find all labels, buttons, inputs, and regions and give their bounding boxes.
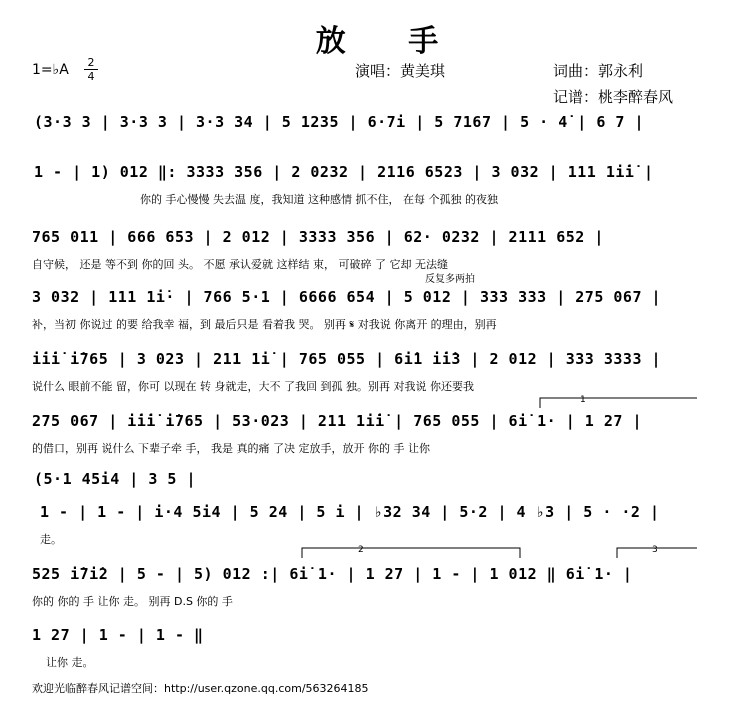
composer-credit: 词曲：郭永利: [553, 62, 644, 80]
lyrics-line: 补，当初 你说过 的要 给我幸 福，到 最后只是 看着我 哭。 别再 𝄋 对我说 你离开 的理由，别再: [32, 318, 497, 331]
music-line: i̇i̇i̇ i̇765 | 3 023 | 211 1i̇ | 765 055 | 6i̇1 i̇i̇3 | 2 012 | 333 3333 |: [32, 350, 662, 368]
music-line: 1 27 | 1 - | 1 - ‖: [32, 626, 204, 644]
music-line: 3 032 | 111 1i̇· | 766 5·1 | 6666 654 | 5 012 | 333 333 | 275 067 |: [32, 288, 662, 306]
lyrics-line: 你的 手心慢慢 失去温 度，我知道 这种感情 抓不住， 在每 个孤独 的夜独: [140, 193, 498, 206]
music-line: 525 i̇7i̇2 | 5 - | 5) 012 :| 6i̇ 1· | 1 27 | 1 - | 1 012 ‖ 6i̇ 1· |: [32, 565, 633, 583]
volta-2-label: 2: [358, 545, 364, 555]
music-line: 275 067 | i̇i̇i̇ i̇765 | 53·023 | 211 1i̇i̇ | 765 055 | 6i̇ 1· | 1 27 |: [32, 412, 642, 430]
lyrics-line: 说什么 眼前不能 留，你可 以现在 转 身就走，大不 了我回 到孤 独。别再 对我说 你还要我: [32, 380, 474, 393]
lyrics-line: 自守候， 还是 等不到 你的回 头。 不愿 承认爱就 这样结 束， 可破碎 了 它却 无法缝: [32, 258, 448, 271]
music-line: 1 - | 1) 012 ‖: 3333 356 | 2 0232 | 2116 6523 | 3 032 | 111 1i̇i̇ |: [34, 163, 654, 181]
lyrics-line: 走。: [40, 533, 62, 546]
volta-1-bracket: [540, 398, 697, 408]
volta-3-label: 3: [652, 545, 658, 555]
song-title: 放 手: [315, 24, 465, 59]
volta-1-label: 1: [580, 395, 586, 405]
singer-credit: 演唱：黄美琪: [355, 62, 446, 80]
footer-credit: 欢迎光临醉春风记谱空间：http://user.qzone.qq.com/563264185: [32, 682, 369, 695]
volta-2-bracket: [302, 548, 520, 558]
music-line: 1 - | 1 - | i·4 5i4 | 5 24 | 5 i | ♭32 34 | 5·2 | 4 ♭3 | 5 · ·2 |: [40, 503, 660, 521]
lyrics-line: 你的 你的 手 让你 走。 别再 D.S 你的 手: [32, 595, 233, 608]
time-bottom: 4: [84, 69, 98, 83]
lyrics-line: 让你 走。: [46, 656, 94, 669]
lyrics-line: 的借口，别再 说什么 下辈子牵 手， 我是 真的痛 了决 定放手，放开 你的 手 让你: [32, 442, 430, 455]
notator-credit: 记谱：桃李醉春风: [553, 88, 674, 106]
repeat-annotation: 反复多两拍: [425, 274, 475, 285]
music-line: (5·1 45i4 | 3 5 |: [34, 470, 197, 488]
music-line: 765 011 | 666 653 | 2 012 | 3333 356 | 62· 0232 | 2111 652 |: [32, 228, 604, 246]
key-signature: 1=♭A: [32, 62, 69, 78]
time-top: 2: [87, 56, 95, 69]
music-line: (3·3 3 | 3·3 3 | 3·3 34 | 5 1235 | 6·7i | 5 7167 | 5 · 4̇ | 6 7 |: [34, 113, 644, 131]
